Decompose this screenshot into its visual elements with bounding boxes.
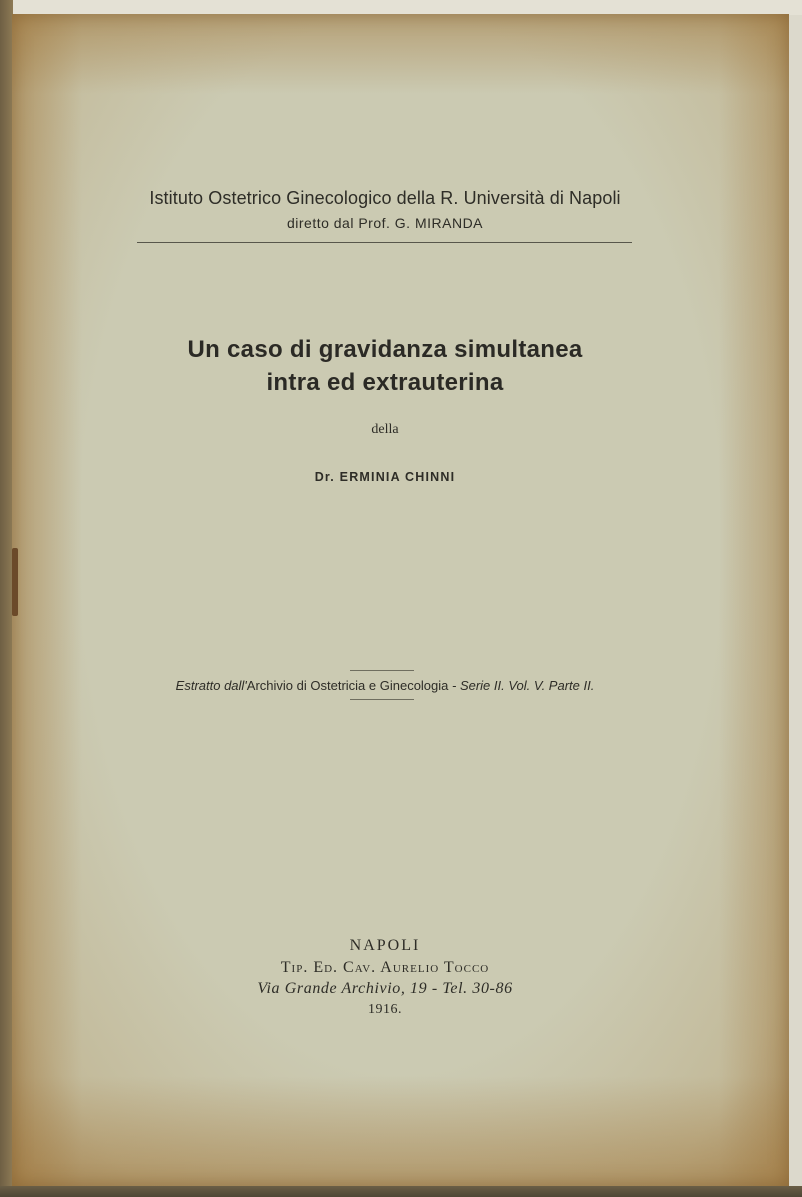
title-line-2: intra ed extrauterina	[266, 369, 504, 396]
byline-prefix: della	[371, 422, 399, 437]
header-divider	[137, 242, 632, 243]
extract-rule-bottom	[350, 699, 414, 700]
imprint-printer: Tip. Ed. Cav. Aurelio Tocco	[280, 959, 490, 976]
extract-note	[0, 679, 770, 692]
imprint-city: NAPOLI	[349, 937, 421, 954]
director-line: diretto dal Prof. G. MIRANDA	[286, 215, 484, 231]
author-name: Dr. ERMINIA CHINNI	[314, 470, 456, 484]
imprint-address: Via Grande Archivio, 19 - Tel. 30-86	[257, 980, 513, 997]
extract-prefix: Estratto dall'	[175, 678, 247, 693]
imprint-year: 1916.	[368, 1002, 402, 1017]
extract-rule-top	[350, 670, 414, 671]
scan-background-top	[0, 0, 802, 15]
title-line-1: Un caso di gravidanza simultanea	[187, 336, 583, 363]
institute-heading: Istituto Ostetrico Ginecologico della R. Università di Napoli	[149, 188, 621, 208]
extract-journal: Archivio di Ostetricia e Ginecologia	[246, 678, 449, 693]
extract-series: - Serie II. Vol. V. Parte II.	[448, 678, 595, 693]
scan-background-bottom	[0, 1186, 802, 1197]
binding-mark	[12, 548, 18, 616]
